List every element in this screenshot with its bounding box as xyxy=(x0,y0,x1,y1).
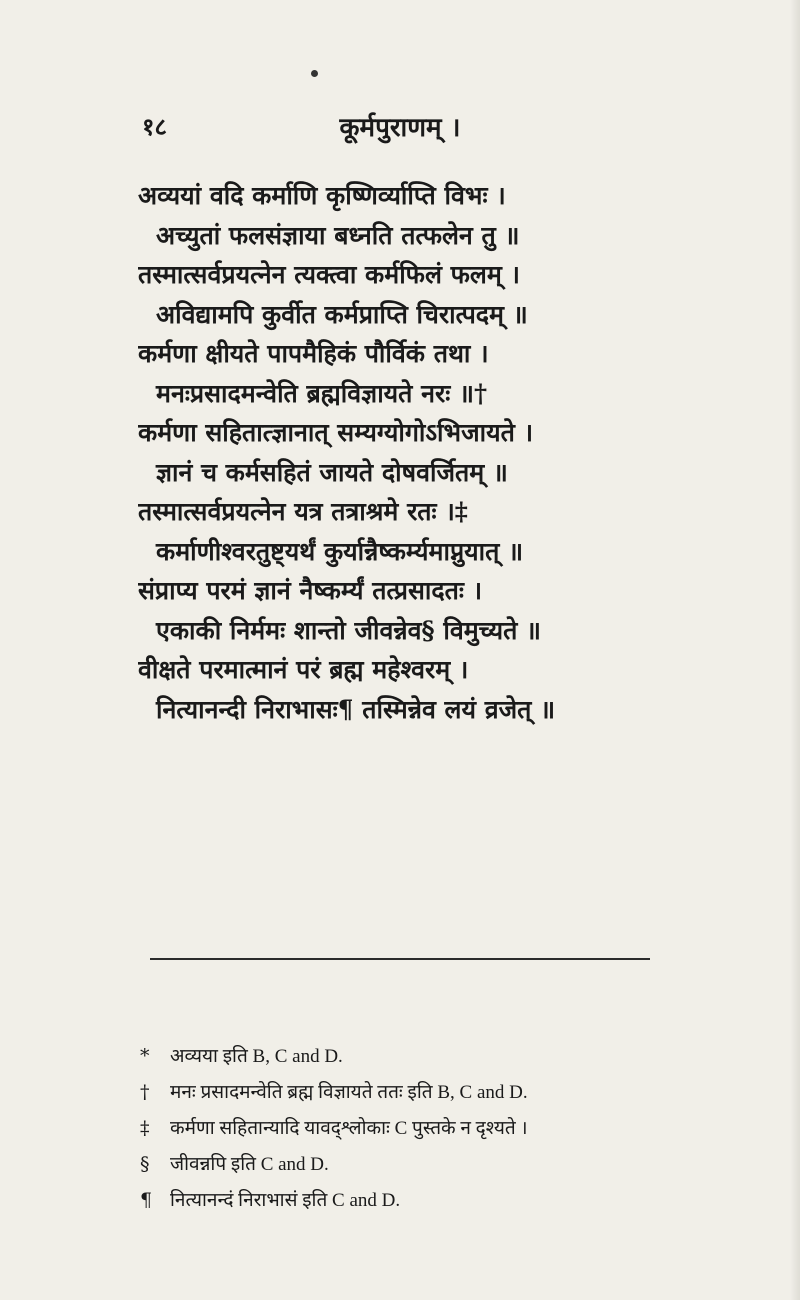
footnote-text: मनः प्रसादमन्वेति ब्रह्म विज्ञायते ततः इति B, C and D. xyxy=(170,1082,528,1103)
verse-line: ज्ञानं च कर्मसहितं जायते दोषवर्जितम् ॥ xyxy=(156,457,508,487)
footnote-mark: § xyxy=(140,1153,150,1175)
footnote-divider xyxy=(150,958,650,960)
verse-line: कर्मणा क्षीयते पापमैहिकं पौर्विकं तथा । xyxy=(138,339,489,368)
page-number: १८ xyxy=(142,112,167,141)
footnote xyxy=(140,1182,700,1218)
verse-line: संप्राप्य परमं ज्ञानं नैष्कर्म्यं तत्प्रसादतः । xyxy=(138,576,483,605)
footnote xyxy=(140,1074,700,1110)
footnote-mark: † xyxy=(140,1081,150,1103)
verse-line: अविद्यामपि कुर्वीत कर्मप्राप्ति चिरात्पदम् ॥ xyxy=(156,299,528,329)
verse-line: वीक्षते परमात्मानं परं ब्रह्म महेश्वरम् । xyxy=(138,655,469,684)
ink-dot xyxy=(311,70,318,77)
verse-line: मनःप्रसादमन्वेति ब्रह्मविज्ञायते नरः ॥† xyxy=(156,378,488,408)
footnote-text: अव्यया इति B, C and D. xyxy=(170,1046,343,1067)
footnote-mark: ¶ xyxy=(140,1189,153,1211)
verse-line: एकाकी निर्ममः शान्तो जीवन्नेव§ विमुच्यते ॥ xyxy=(156,615,541,645)
footnotes xyxy=(140,1038,700,1218)
footnote-text: कर्मणा सहितान्यादि यावद्श्लोकाः C पुस्तके न दृश्यते । xyxy=(170,1118,528,1139)
verse-line: तस्मात्सर्वप्रयत्नेन यत्र तत्राश्रमे रतः ।‡ xyxy=(138,497,468,526)
verse-line: कर्मणा सहितात्ज्ञानात् सम्यग्योगोऽभिजायते । xyxy=(138,418,534,447)
footnote-mark: ‡ xyxy=(140,1117,150,1139)
verse-line: नित्यानन्दी निराभासः¶ तस्मिन्नेव लयं व्रजेत् ॥ xyxy=(156,694,556,724)
verse-line: अव्ययां वदि कर्माणि कृष्णिर्व्याप्ति विभः । xyxy=(138,181,506,210)
footnote-text: जीवन्नपि इति C and D. xyxy=(170,1154,329,1175)
running-head: कूर्मपुराणम् । xyxy=(339,113,461,143)
footnote xyxy=(140,1038,700,1074)
footnote xyxy=(140,1110,700,1146)
footnote-mark: * xyxy=(140,1045,150,1067)
footnote xyxy=(140,1146,700,1182)
verse-line: कर्माणीश्वरतुष्ट्यर्थं कुर्यान्नैष्कर्म्यमाप्नुयात् ॥ xyxy=(156,536,524,566)
page-edge-shadow xyxy=(790,0,800,1300)
verse-block xyxy=(138,176,698,729)
footnote-text: नित्यानन्दं निराभासं इति C and D. xyxy=(170,1190,401,1211)
verse-line: अच्युतां फलसंज्ञाया बध्नति तत्फलेन तु ॥ xyxy=(156,220,520,250)
verse-line: तस्मात्सर्वप्रयत्नेन त्यक्त्वा कर्मफिलं फलम् । xyxy=(138,260,520,289)
